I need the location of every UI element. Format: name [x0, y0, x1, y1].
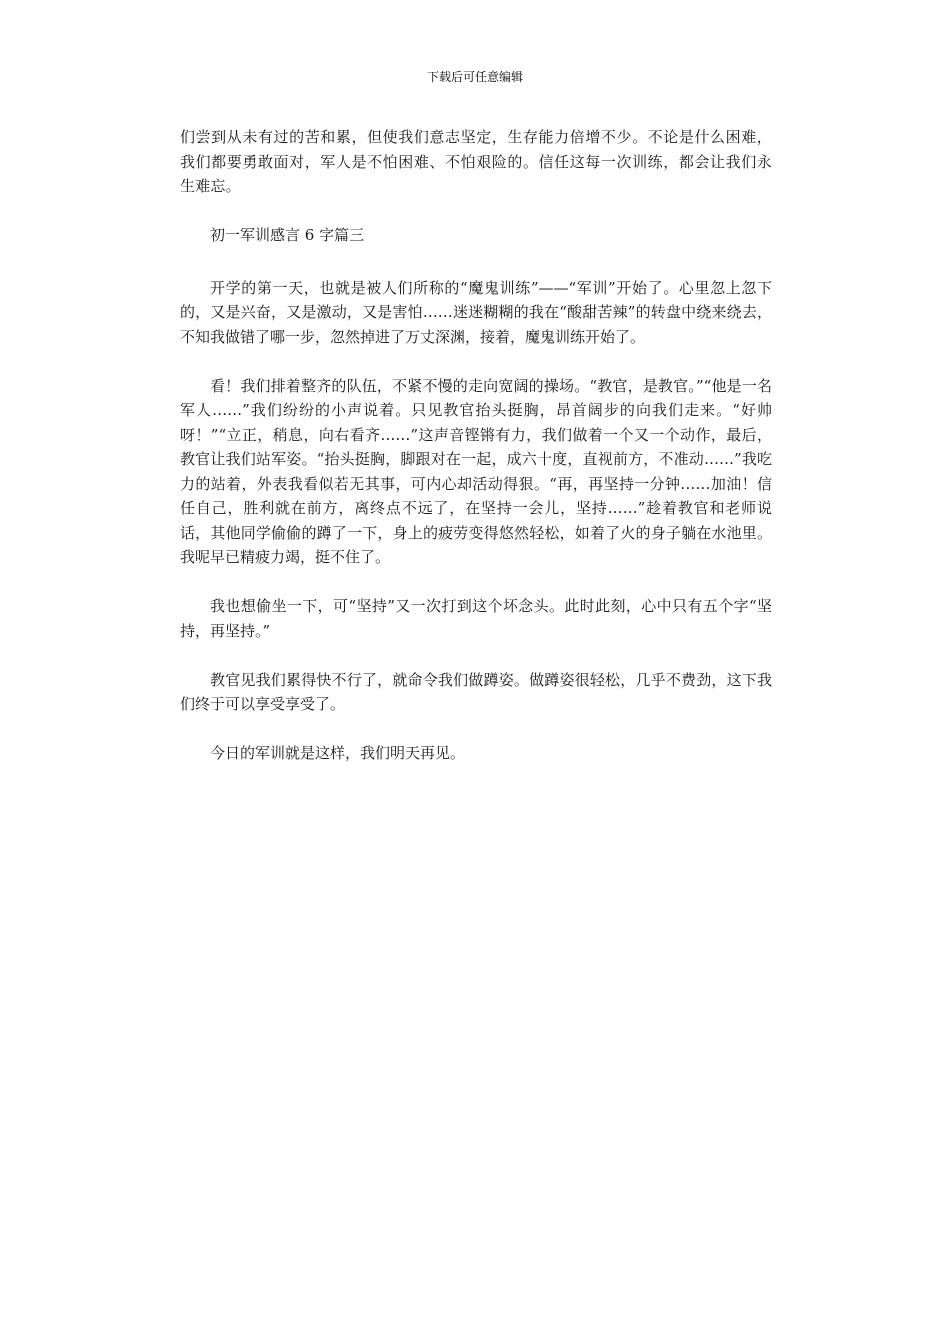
paragraph: 开学的第一天，也就是被人们所称的“魔鬼训练”——“军训”开始了。心里忽上忽下的，又是兴奋，又是激动，又是害怕……迷迷糊糊的我在“酸甜苦辣”的转盘中绕来绕去，不知我做错了哪一步，忽然掉进了万丈深渊，接着，魔鬼训练开始了。 — [180, 278, 772, 346]
section-heading: 初一军训感言 6 字篇三 — [210, 226, 365, 244]
paragraph: 我也想偷坐一下，可“坚持”又一次打到这个坏念头。此时此刻，心中只有五个字“坚持，再坚持。” — [180, 597, 772, 640]
paragraph-continuation: 们尝到从未有过的苦和累，但使我们意志坚定，生存能力倍增不少。不论是什么困难，我们都要勇敢面对，军人是不怕困难、不怕艰险的。信任这每一次训练，都会让我们永生难忘。 — [180, 128, 772, 195]
paragraph: 教官见我们累得快不行了，就命令我们做蹲姿。做蹲姿很轻松，几乎不费劲，这下我们终于可以享受享受了。 — [180, 670, 772, 713]
document-body — [180, 125, 772, 790]
paragraph: 看！我们排着整齐的队伍，不紧不慢的走向宽阔的操场。“教官，是教官。”“他是一名军人……”我们纷纷的小声说着。只见教官抬头挺胸，昂首阔步的向我们走来。“好帅呀！”“立正，稍息，向右看齐……”这声音铿锵有力，我们做着一个又一个动作，最后，教官让我们站军姿。“抬头挺胸，脚跟对在一起，成六十度，直视前方，不准动……”我吃力的站着，外表我看似若无其事，可内心却活动得狠。“再，再坚持一分钟……加油！信任自己，胜利就在前方，离终点不远了，在坚持一会儿，坚持……”趁着教官和老师说话，其他同学偷偷的蹲了一下，身上的疲劳变得悠然轻松，如着了火的身子躺在水池里。我呢早已精疲力竭，挺不住了。 — [180, 376, 772, 566]
paragraph: 今日的军训就是这样，我们明天再见。 — [210, 744, 466, 762]
page-header: 下载后可任意编辑 — [426, 70, 523, 84]
